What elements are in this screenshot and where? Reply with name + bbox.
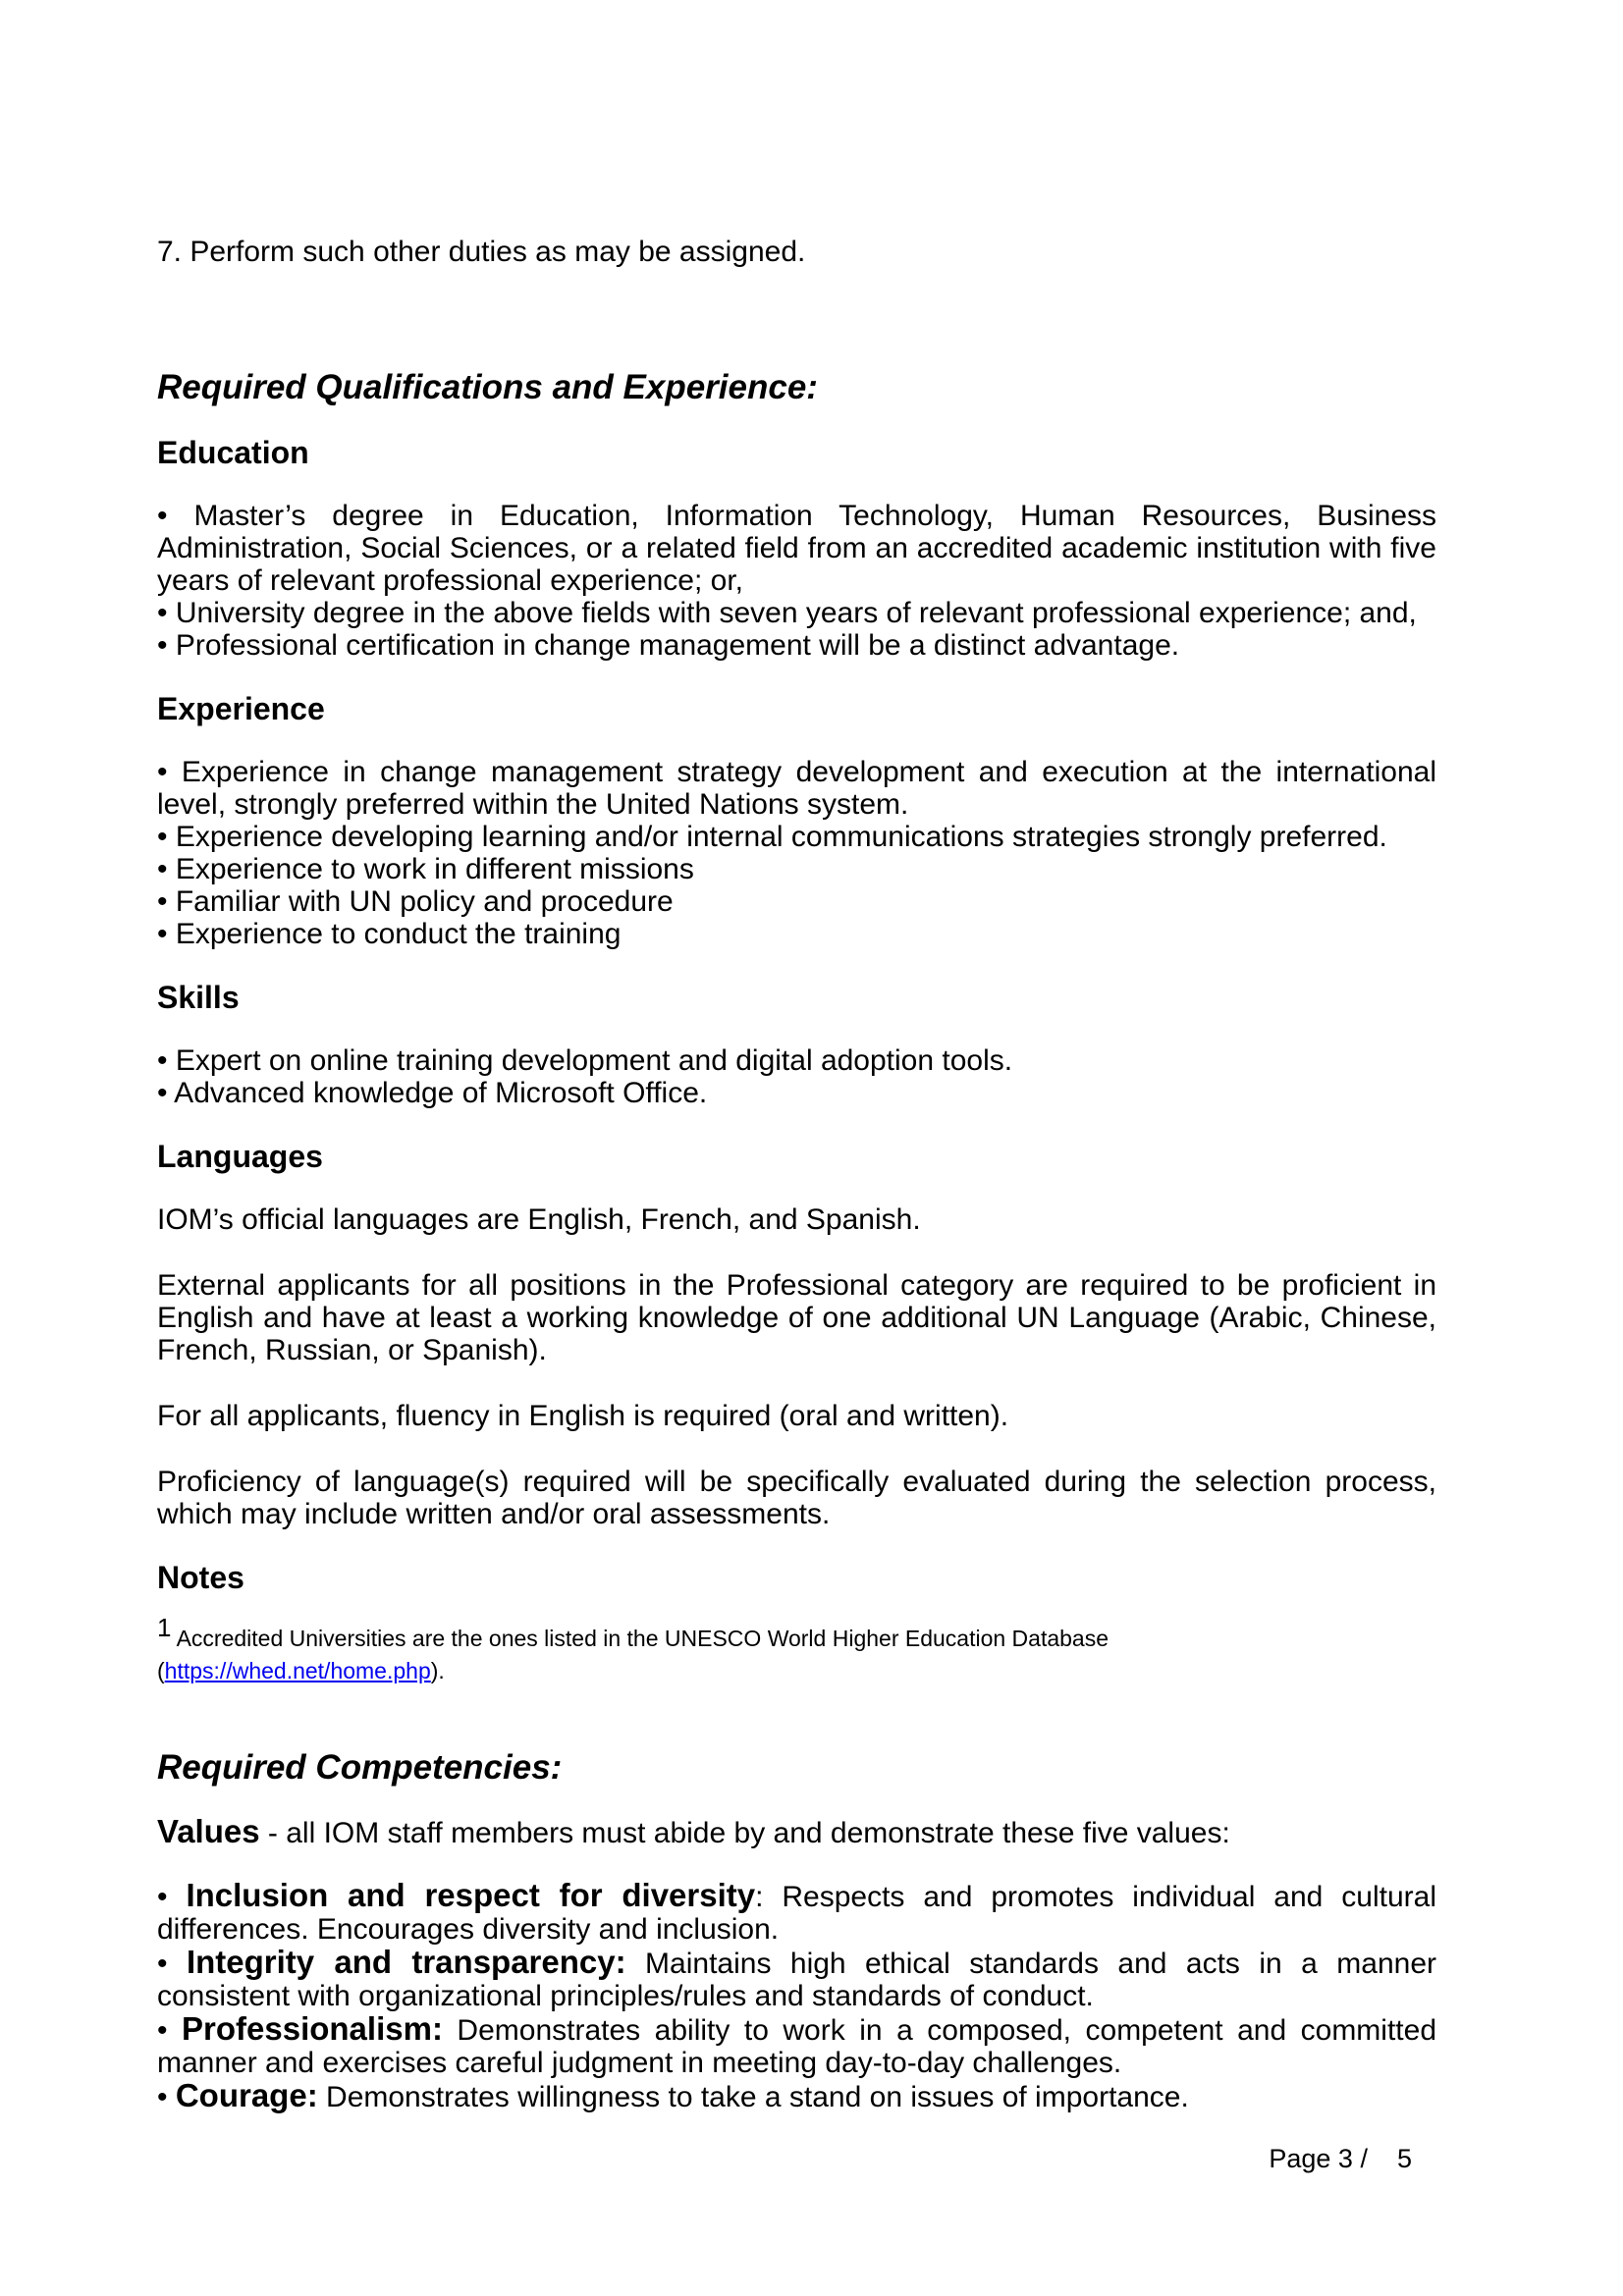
footnote-marker: 1 xyxy=(157,1613,172,1642)
bullet: • xyxy=(157,2081,176,2113)
languages-paragraph: External applicants for all positions in the Professional category are required to be proficient in English and have at least a working knowledge of one additional UN Language (Arabic, Chinese, French, Russian, or Spanish). xyxy=(157,1269,1436,1366)
value-text: Demonstrates willingness to take a stand on issues of importance. xyxy=(317,2081,1189,2113)
whed-link[interactable]: https://whed.net/home.php xyxy=(164,1658,431,1683)
value-item xyxy=(157,2012,1436,2079)
experience-item: • Familiar with UN policy and procedure xyxy=(157,885,674,918)
value-item xyxy=(157,1946,1436,2012)
value-text: Maintains high ethical standards and acts in a manner consistent with organizational principles/rules and standards of conduct. xyxy=(157,1948,1436,2012)
footnote xyxy=(157,1613,1436,1655)
value-text: Demonstrates ability to work in a composed, competent and committed manner and exercises careful judgment in meeting day-to-day challenges. xyxy=(157,2014,1437,2079)
value-name: Inclusion and respect for diversity xyxy=(186,1877,756,1913)
value-name: Courage: xyxy=(175,2077,318,2113)
experience-item: • Experience in change management strategy development and execution at the international level, strongly preferred within the United Nations system. xyxy=(157,756,1436,821)
notes-heading: Notes xyxy=(157,1560,244,1595)
education-heading: Education xyxy=(157,435,309,470)
value-name: Professionalism: xyxy=(182,2010,443,2047)
experience-item: • Experience to conduct the training xyxy=(157,918,622,950)
languages-heading: Languages xyxy=(157,1139,323,1174)
competencies-heading: Required Competencies: xyxy=(157,1748,563,1787)
value-item xyxy=(157,2079,1436,2113)
skills-item: • Advanced knowledge of Microsoft Office. xyxy=(157,1077,708,1109)
values-intro xyxy=(157,1815,1436,1849)
link-prefix: ( xyxy=(157,1658,165,1683)
value-text: : Respects and promotes individual and cultural differences. Encourages diversity and inclusion. xyxy=(157,1881,1436,1946)
experience-item: • Experience developing learning and/or internal communications strategies strongly preferred. xyxy=(157,821,1387,853)
bullet: • xyxy=(157,2014,183,2047)
page-label: Page 3 / xyxy=(1269,2144,1368,2173)
link-suffix: ). xyxy=(430,1658,445,1683)
total-pages: 5 xyxy=(1396,2144,1412,2173)
education-item: • Master’s degree in Education, Information Technology, Human Resources, Business Administration, Social Sciences, or a related field from an accredited academic institution with five years of relevant professional experience; or, xyxy=(157,500,1436,597)
bullet: • xyxy=(157,1948,187,1980)
value-name: Integrity and transparency: xyxy=(186,1944,626,1980)
values-label: Values xyxy=(157,1813,260,1849)
languages-paragraph: Proficiency of language(s) required will be specifically evaluated during the selection process, which may include written and/or oral assessments. xyxy=(157,1466,1436,1530)
languages-paragraph: For all applicants, fluency in English is required (oral and written). xyxy=(157,1400,1009,1432)
values-intro-text: - all IOM staff members must abide by and demonstrate these five values: xyxy=(259,1817,1230,1849)
page-number xyxy=(1269,2143,1412,2175)
education-item: • University degree in the above fields with seven years of relevant professional experience; and, xyxy=(157,597,1417,629)
experience-item: • Experience to work in different missions xyxy=(157,853,694,885)
duty-item-7: 7. Perform such other duties as may be assigned. xyxy=(157,236,806,268)
value-item xyxy=(157,1879,1436,1946)
document-page xyxy=(157,236,1436,2113)
experience-heading: Experience xyxy=(157,691,325,726)
education-item: • Professional certification in change management will be a distinct advantage. xyxy=(157,629,1180,662)
skills-item: • Expert on online training development and digital adoption tools. xyxy=(157,1044,1013,1077)
qualifications-heading: Required Qualifications and Experience: xyxy=(157,368,818,406)
footnote-link-line xyxy=(157,1655,1436,1687)
bullet: • xyxy=(157,1881,187,1913)
footnote-text: Accredited Universities are the ones listed in the UNESCO World Higher Education Database xyxy=(176,1626,1109,1651)
skills-heading: Skills xyxy=(157,980,240,1015)
languages-paragraph: IOM’s official languages are English, French, and Spanish. xyxy=(157,1203,921,1236)
